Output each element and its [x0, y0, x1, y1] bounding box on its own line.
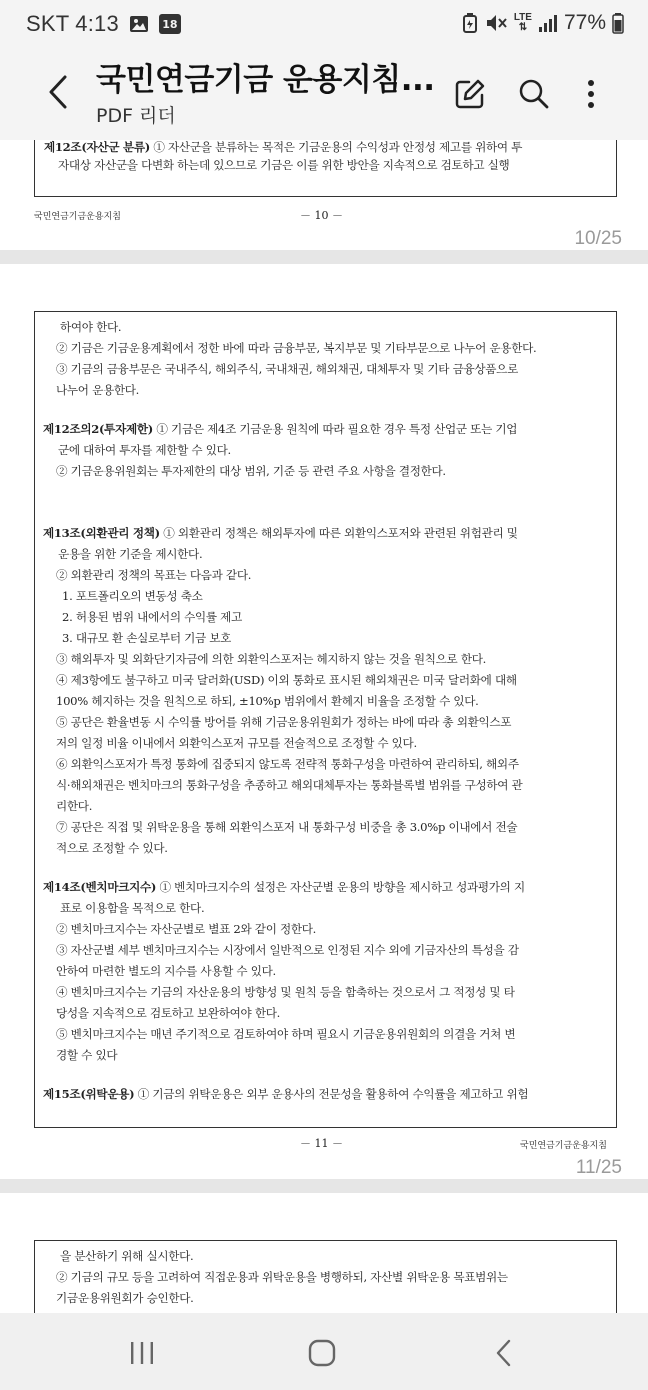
- text-line: ② 외환관리 정책의 목표는 다음과 같다.: [56, 568, 252, 582]
- document-title: 국민연금기금 운용지침...: [96, 62, 435, 98]
- app-subtitle: PDF 리더: [96, 105, 176, 127]
- text-line: ④ 벤치마크지수는 기금의 자산운용의 방향성 및 원칙 등을 함축하는 것으로서 그 적정성 및 타: [56, 985, 515, 999]
- battery-percent: 77%: [563, 11, 606, 34]
- text-line: ⑤ 공단은 환율변동 시 수익률 방어를 위해 기금운용위원회가 정하는 바에 따라 총 외환익스포: [56, 715, 512, 729]
- page-indicator: 11/25: [575, 1157, 622, 1178]
- carrier-time: SKT 4:13: [26, 11, 119, 36]
- list-item: 1. 포트폴리오의 변동성 축소: [62, 589, 203, 603]
- page-footer-title: 국민연금기금운용지침: [34, 212, 121, 222]
- page-footer-title: 국민연금기금운용지침: [520, 1141, 607, 1151]
- home-icon: [308, 1339, 336, 1367]
- text-line: 운용을 위한 기준을 제시한다.: [58, 547, 203, 561]
- page-footer-number: － 11 －: [300, 1137, 343, 1150]
- search-button[interactable]: [512, 72, 556, 116]
- text-frame: [34, 311, 617, 1128]
- pdf-viewer[interactable]: [0, 140, 648, 1313]
- recent-apps-icon: [129, 1341, 155, 1365]
- lte-icon: LTE ⇅: [513, 12, 532, 33]
- back-nav-icon: [495, 1339, 513, 1367]
- text-line: 리한다.: [56, 799, 93, 813]
- text-line: ② 기금의 규모 등을 고려하여 직접운용과 위탁운용을 병행하되, 자산별 위탁운용 목표범위는: [56, 1270, 508, 1284]
- text-line: 을 분산하기 위해 실시한다.: [60, 1249, 194, 1263]
- text-line: 자대상 자산군을 다변화 하는데 있으므로 기금은 이를 위한 방안을 지속적으로 검토하고 실행: [58, 158, 510, 172]
- status-bar: [0, 0, 648, 48]
- text-line: ③ 해외투자 및 외화단기자금에 의한 외환익스포저는 헤지하지 않는 것을 원칙으로 한다.: [56, 652, 487, 666]
- back-nav-button[interactable]: [474, 1333, 534, 1373]
- edit-icon: [453, 77, 487, 111]
- text-line: 나누어 운용한다.: [56, 383, 140, 397]
- text-line: ③ 기금의 금융부문은 국내주식, 해외주식, 국내채권, 해외채권, 대체투자 및 기타 금융상품으로: [56, 362, 518, 376]
- text-line: ② 기금운용위원회는 투자제한의 대상 범위, 기준 등 관련 주요 사항을 결정한다.: [56, 464, 446, 478]
- text-line: ③ 자산군별 세부 벤치마크지수는 시장에서 일반적으로 인정된 지수 외에 기금자산의 특성을 감: [56, 943, 519, 957]
- pdf-page-12: [0, 1193, 648, 1313]
- text-line: 제15조(위탁운용) ① 기금의 위탁운용은 외부 운용사의 전문성을 활용하여 수익률을 제고하고 위험: [43, 1087, 529, 1101]
- text-line: 제12조(자산군 분류) ① 자산군을 분류하는 목적은 기금운용의 수익성과 안정성 제고를 위하여 투: [44, 140, 523, 154]
- back-button[interactable]: [38, 70, 78, 114]
- text-line: 적으로 조정할 수 있다.: [56, 841, 168, 855]
- more-options-button[interactable]: [569, 72, 613, 116]
- text-line: ④ 제3항에도 불구하고 미국 달러화(USD) 이외 통화로 표시된 해외채권은 미국 달러화에 대해: [56, 673, 517, 687]
- battery-saver-icon: [462, 12, 478, 34]
- network-type: LTE: [513, 12, 532, 23]
- pdf-page-11: [0, 264, 648, 1179]
- text-line: ⑤ 벤치마크지수는 매년 주기적으로 검토하여야 하며 필요시 기금운용위원회의 의결을 거쳐 변: [56, 1027, 516, 1041]
- text-line: ⑦ 공단은 직접 및 위탁운용을 통해 외환익스포저 내 통화구성 비중을 총 3.0%p 이내에서 전술: [56, 820, 518, 834]
- page-indicator: 10/25: [574, 228, 622, 249]
- text-line: 100% 헤지하는 것을 원칙으로 하되, ±10%p 범위에서 환헤지 비율을 조정할 수 있다.: [56, 694, 479, 708]
- text-line: 군에 대하여 투자를 제한할 수 있다.: [58, 443, 231, 457]
- text-line: 제13조(외환관리 정책) ① 외환관리 정책은 해외투자에 따른 외환익스포저와 관련된 위험관리 및: [43, 526, 518, 540]
- list-item: 2. 허용된 범위 내에서의 수익률 제고: [62, 610, 242, 624]
- text-line: 하여야 한다.: [60, 320, 122, 334]
- app-bar: [0, 48, 648, 140]
- text-line: ② 기금은 기금운용계획에서 정한 바에 따라 금융부문, 복지부문 및 기타부문으로 나누어 운용한다.: [56, 341, 537, 355]
- text-line: ② 벤치마크지수는 자산군별로 별표 2와 같이 정한다.: [56, 922, 317, 936]
- gallery-icon: [129, 14, 149, 34]
- more-vertical-icon: [586, 78, 596, 110]
- text-frame: [34, 1240, 617, 1313]
- back-arrow-icon: [47, 74, 69, 110]
- recent-apps-button[interactable]: [112, 1333, 172, 1373]
- calendar-badge-icon: [159, 14, 181, 34]
- search-icon: [518, 78, 550, 110]
- pdf-page-10: [0, 140, 648, 250]
- home-button[interactable]: [292, 1333, 352, 1373]
- signal-icon: [538, 13, 558, 33]
- text-line: 제14조(벤치마크지수) ① 벤치마크지수의 설정은 자산군별 운용의 방향을 제시하고 성과평가의 지: [43, 880, 525, 894]
- battery-icon: [612, 12, 624, 34]
- text-line: 기금운용위원회가 승인한다.: [56, 1291, 194, 1305]
- list-item: 3. 대규모 환 손실로부터 기금 보호: [62, 631, 232, 645]
- text-line: 제12조의2(투자제한) ① 기금은 제4조 기금운용 원칙에 따라 필요한 경우 특정 산업군 또는 기업: [43, 422, 518, 436]
- navigation-bar: [0, 1313, 648, 1390]
- mute-icon: [484, 12, 508, 34]
- calendar-badge-number: 18: [162, 17, 178, 31]
- text-line: 식·해외채권은 벤치마크의 통화구성을 추종하고 해외대체투자는 통화블록별 범위를 구성하여 관: [56, 778, 523, 792]
- text-line: 저의 일정 비율 이내에서 외환익스포저 규모를 전술적으로 조정할 수 있다.: [56, 736, 417, 750]
- text-line: 안하여 마련한 별도의 지수를 사용할 수 있다.: [56, 964, 276, 978]
- text-line: ⑥ 외환익스포저가 특정 통화에 집중되지 않도록 전략적 통화구성을 마련하여 관리하되, 해외주: [56, 757, 519, 771]
- edit-button[interactable]: [448, 72, 492, 116]
- text-frame: [34, 140, 617, 197]
- text-line: 경할 수 있다: [56, 1048, 118, 1062]
- text-line: 당성을 지속적으로 검토하고 보완하여야 한다.: [56, 1006, 281, 1020]
- text-line: 표로 이용함을 목적으로 한다.: [60, 901, 205, 915]
- page-footer-number: － 10 －: [300, 209, 343, 222]
